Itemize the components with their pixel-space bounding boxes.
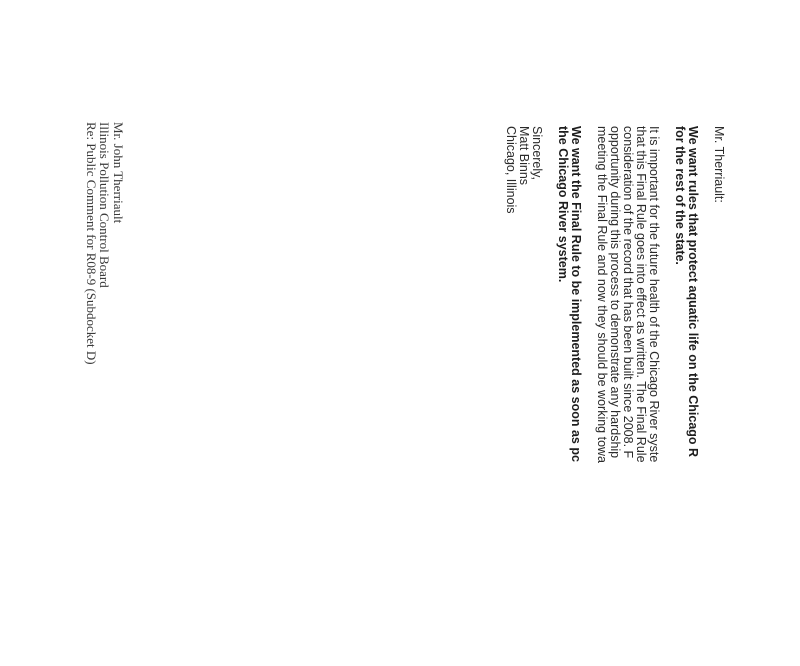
bold-paragraph-1-line-2: for the rest of the state.	[673, 126, 687, 265]
closing: Sincerely,	[530, 126, 544, 180]
body-paragraph-line-5: meeting the Final Rule and now they should be working towa	[595, 126, 609, 464]
address-block	[85, 122, 126, 522]
body-paragraph-line-4: opportunity during this process to demonstrate any hardship	[608, 126, 622, 459]
address-line-2: Illinois Pollution Control Board	[97, 122, 113, 288]
signature-city: Chicago, Illinois	[504, 126, 518, 214]
letter-body	[504, 126, 725, 666]
body-paragraph-line-1: It is important for the future health of the Chicago River syste	[647, 126, 661, 463]
bold-paragraph-2-line-1: We want the Final Rule to be implemented as soon as pc	[569, 126, 583, 462]
body-paragraph-line-2: that this Final Rule goes into effect as written. The Final Rule	[634, 126, 648, 463]
bold-paragraph-2-line-2: the Chicago River system.	[556, 126, 570, 283]
bold-paragraph-1-line-1: We want rules that protect aquatic life on the Chicago R	[686, 126, 700, 458]
address-line-3: Re: Public Comment for R08-9 (Subdocket D)	[84, 122, 99, 365]
body-paragraph-line-3: consideration of the record that has been built since 2008. F	[621, 126, 635, 459]
signature-name: Matt Binns	[517, 126, 531, 186]
salutation: Mr. Therriault:	[712, 126, 726, 203]
address-line-1: Mr. John Therriault	[111, 122, 126, 224]
